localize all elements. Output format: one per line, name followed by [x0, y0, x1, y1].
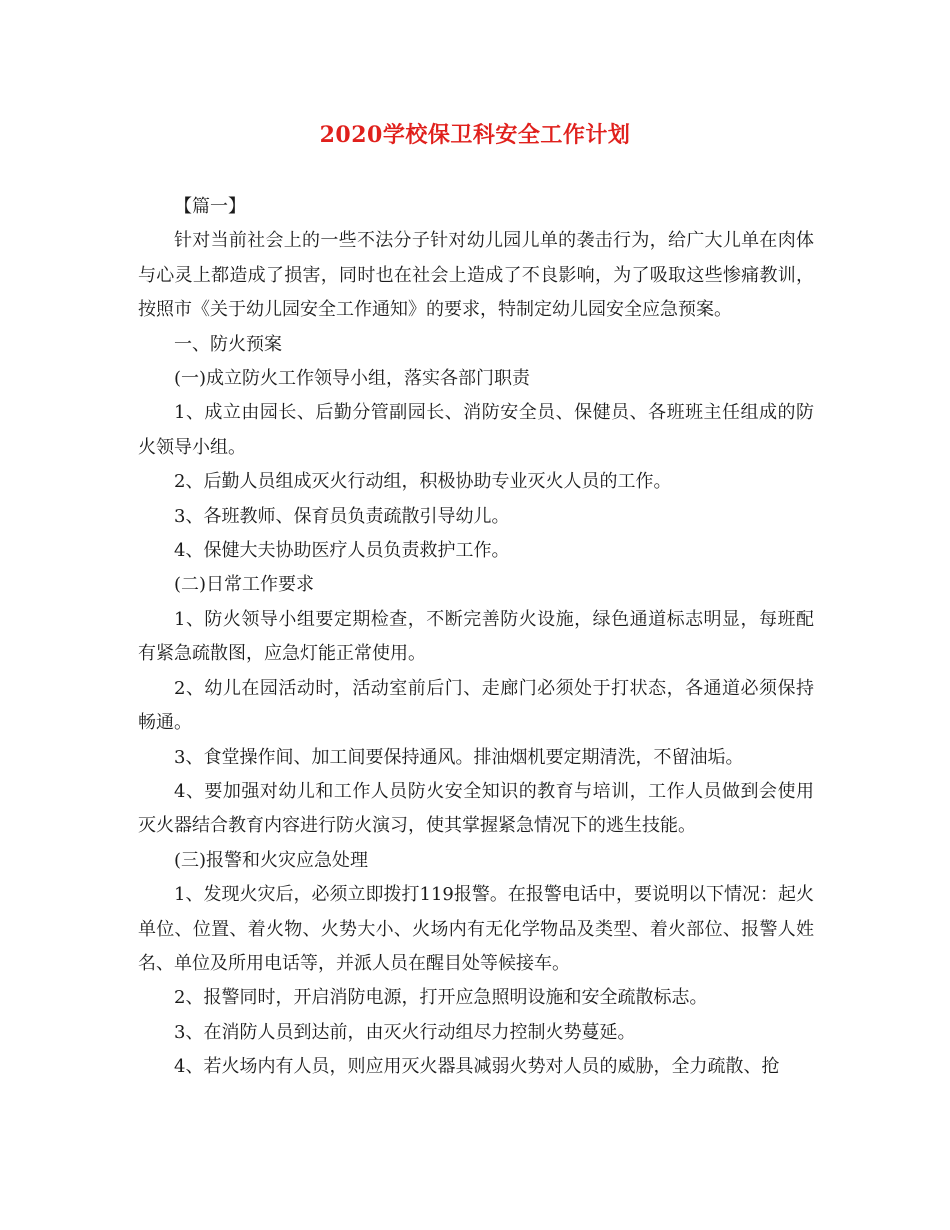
paragraph: 1、发现火灾后，必须立即拨打119报警。在报警电话中，要说明以下情况：起火单位、位置、着火物、火势大小、火场内有无化学物品及类型、着火部位、报警人姓名、单位及所用电话等，并派人员在醒目处等候接车。: [138, 884, 814, 974]
heading-fire-plan: 一、防火预案: [174, 333, 282, 355]
document-title: 2020学校保卫科安全工作计划: [319, 122, 631, 148]
paragraph: 1、成立由园长、后勤分管副园长、消防安全员、保健员、各班班主任组成的防火领导小组。: [138, 402, 814, 458]
subheading-leadership-group: (一)成立防火工作领导小组，落实各部门职责: [174, 368, 531, 390]
paragraph: 4、要加强对幼儿和工作人员防火安全知识的教育与培训，工作人员做到会使用灭火器结合教育内容进行防火演习，使其掌握紧急情况下的逃生技能。: [138, 780, 814, 837]
paragraph-intro: 针对当前社会上的一些不法分子针对幼儿园儿单的袭击行为，给广大儿单在肉体与心灵上都造成了损害，同时也在社会上造成了不良影响，为了吸取这些惨痛教训，按照市《关于幼儿园安全工作通知》的要求，特制定幼儿园安全应急预案。: [138, 230, 814, 321]
paragraph: 3、各班教师、保育员负责疏散引导幼儿。: [174, 505, 510, 527]
paragraph: 3、食堂操作间、加工间要保持通风。排油烟机要定期清洗，不留油垢。: [174, 746, 744, 768]
paragraph: 3、在消防人员到达前，由灭火行动组尽力控制火势蔓延。: [174, 1021, 636, 1043]
paragraph-section-label: 【篇一】: [174, 196, 246, 217]
paragraph: 1、防火领导小组要定期检查，不断完善防火设施，绿色通道标志明显，每班配有紧急疏散图，应急灯能正常使用。: [138, 608, 814, 665]
paragraph: 2、幼儿在园活动时，活动室前后门、走廊门必须处于打状态，各通道必须保持畅通。: [138, 677, 814, 734]
subheading-alarm-emergency: (三)报警和火灾应急处理: [174, 849, 369, 871]
paragraph: 4、若火场内有人员，则应用灭火器具减弱火势对人员的威胁，全力疏散、抢: [174, 1056, 780, 1078]
paragraph: 4、保健大夫协助医疗人员负责救护工作。: [174, 540, 510, 562]
document-body: [138, 190, 814, 1085]
paragraph: 2、报警同时，开启消防电源，打开应急照明设施和安全疏散标志。: [174, 987, 708, 1009]
paragraph: 2、后勤人员组成灭火行动组，积极协助专业灭火人员的工作。: [174, 471, 672, 493]
subheading-daily-requirements: (二)日常工作要求: [174, 574, 315, 596]
